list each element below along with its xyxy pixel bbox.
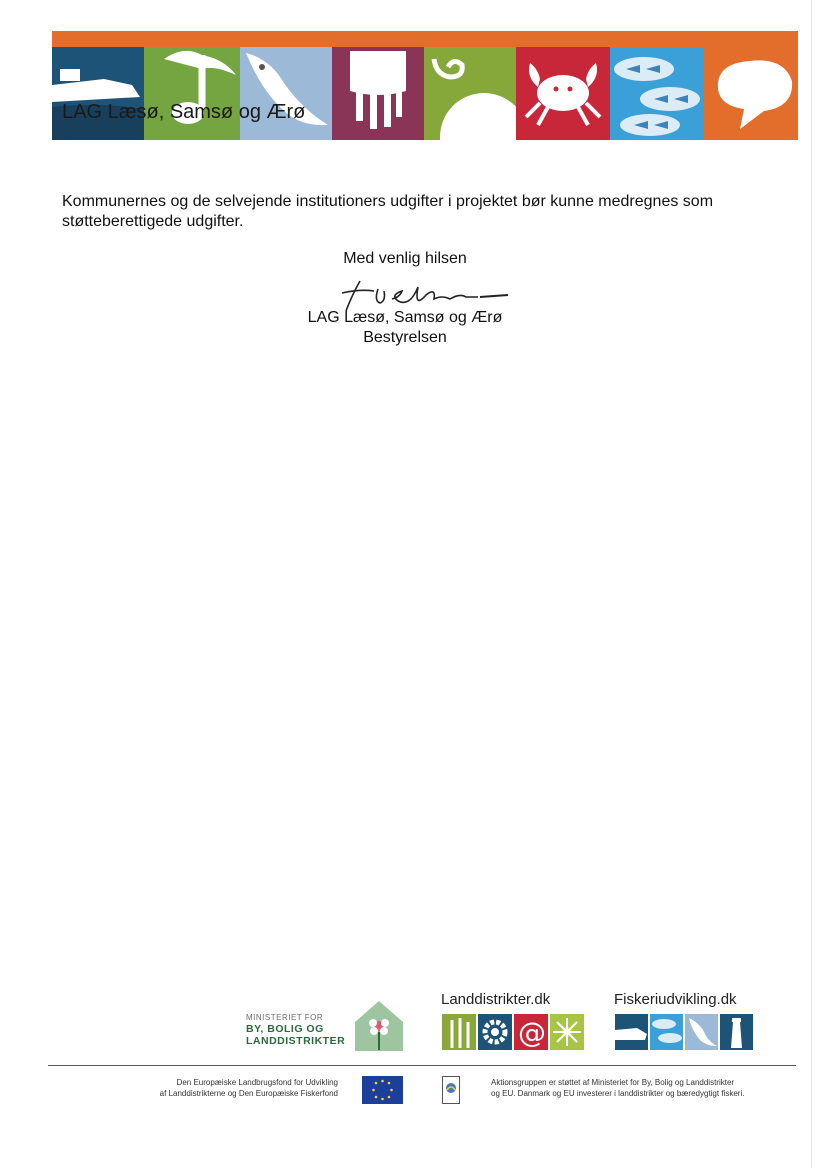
crab-tile [516, 47, 610, 140]
boat-tile [52, 47, 144, 140]
signatory-organization: LAG Læsø, Samsø og Ærø [307, 309, 503, 326]
figure-tile [424, 47, 516, 140]
fiskeri-title: Fiskeriudvikling.dk [614, 991, 737, 1008]
flower-icon [550, 1014, 584, 1050]
cod-icon [685, 1014, 718, 1050]
fund-line-2: af Landdistrikterne og Den Europæiske Fiskerfond [159, 1089, 338, 1098]
aktion-line-1: Aktionsgruppen er støttet af Ministeriet for By, Bolig og Landdistrikter [491, 1078, 735, 1087]
gear-icon [478, 1014, 512, 1050]
jellyfish-tile [332, 47, 424, 140]
ministry-logo [246, 1000, 406, 1052]
leader-logo-icon [442, 1076, 460, 1104]
eu-flag-icon [362, 1076, 403, 1104]
at-sign-icon [514, 1014, 548, 1050]
ministry-text [246, 1013, 354, 1047]
ministry-line-3: LANDDISTRIKTER [246, 1035, 346, 1047]
landdistrikter-title: Landdistrikter.dk [441, 991, 551, 1008]
fiskeri-logo [615, 1014, 753, 1050]
banner-tiles [52, 47, 798, 140]
closing-line: Med venlig hilsen [343, 250, 467, 267]
fund-text [110, 1077, 338, 1099]
jellyfish-icon [332, 47, 424, 140]
fish-school-icon [650, 1014, 683, 1050]
ministry-line-1: MINISTERIET FOR [246, 1013, 324, 1022]
wheat-icon [442, 1014, 476, 1050]
shoal-tile [610, 47, 704, 140]
fish-shoal-icon [610, 47, 704, 140]
svg-text:@: @ [518, 1016, 546, 1049]
fish-icon [240, 47, 332, 140]
header-banner [52, 31, 798, 140]
crab-icon [516, 47, 610, 140]
boat-icon [52, 47, 144, 140]
speech-tile [704, 47, 798, 140]
footer-divider [48, 1065, 796, 1066]
ministry-line-2: BY, BOLIG OG [246, 1023, 324, 1035]
signatory-board: Bestyrelsen [363, 329, 447, 346]
landdistrikter-logo [442, 1014, 584, 1050]
page-edge [811, 0, 812, 1168]
aktion-text [491, 1077, 801, 1099]
fishing-boat-icon [615, 1014, 648, 1050]
body-paragraph: Kommunernes og de selvejende institutioners udgifter i projektet bør kunne medregnes som støtteberettigede udgifter. [62, 193, 714, 230]
person-icon [424, 47, 516, 140]
music-note-icon [144, 47, 240, 140]
fund-line-1: Den Europæiske Landbrugsfond for Udvikling [176, 1078, 338, 1087]
fish-tile [240, 47, 332, 140]
lighthouse-icon [720, 1014, 753, 1050]
banner-top-stripe [52, 31, 798, 47]
banner-title: LAG Læsø, Samsø og Ærø [62, 101, 306, 123]
aktion-line-2: og EU. Danmark og EU investerer i landdistrikter og bæredygtigt fiskeri. [491, 1089, 745, 1098]
house-flower-icon [354, 1000, 404, 1052]
music-tile [144, 47, 240, 140]
speech-bubble-icon [704, 47, 798, 140]
